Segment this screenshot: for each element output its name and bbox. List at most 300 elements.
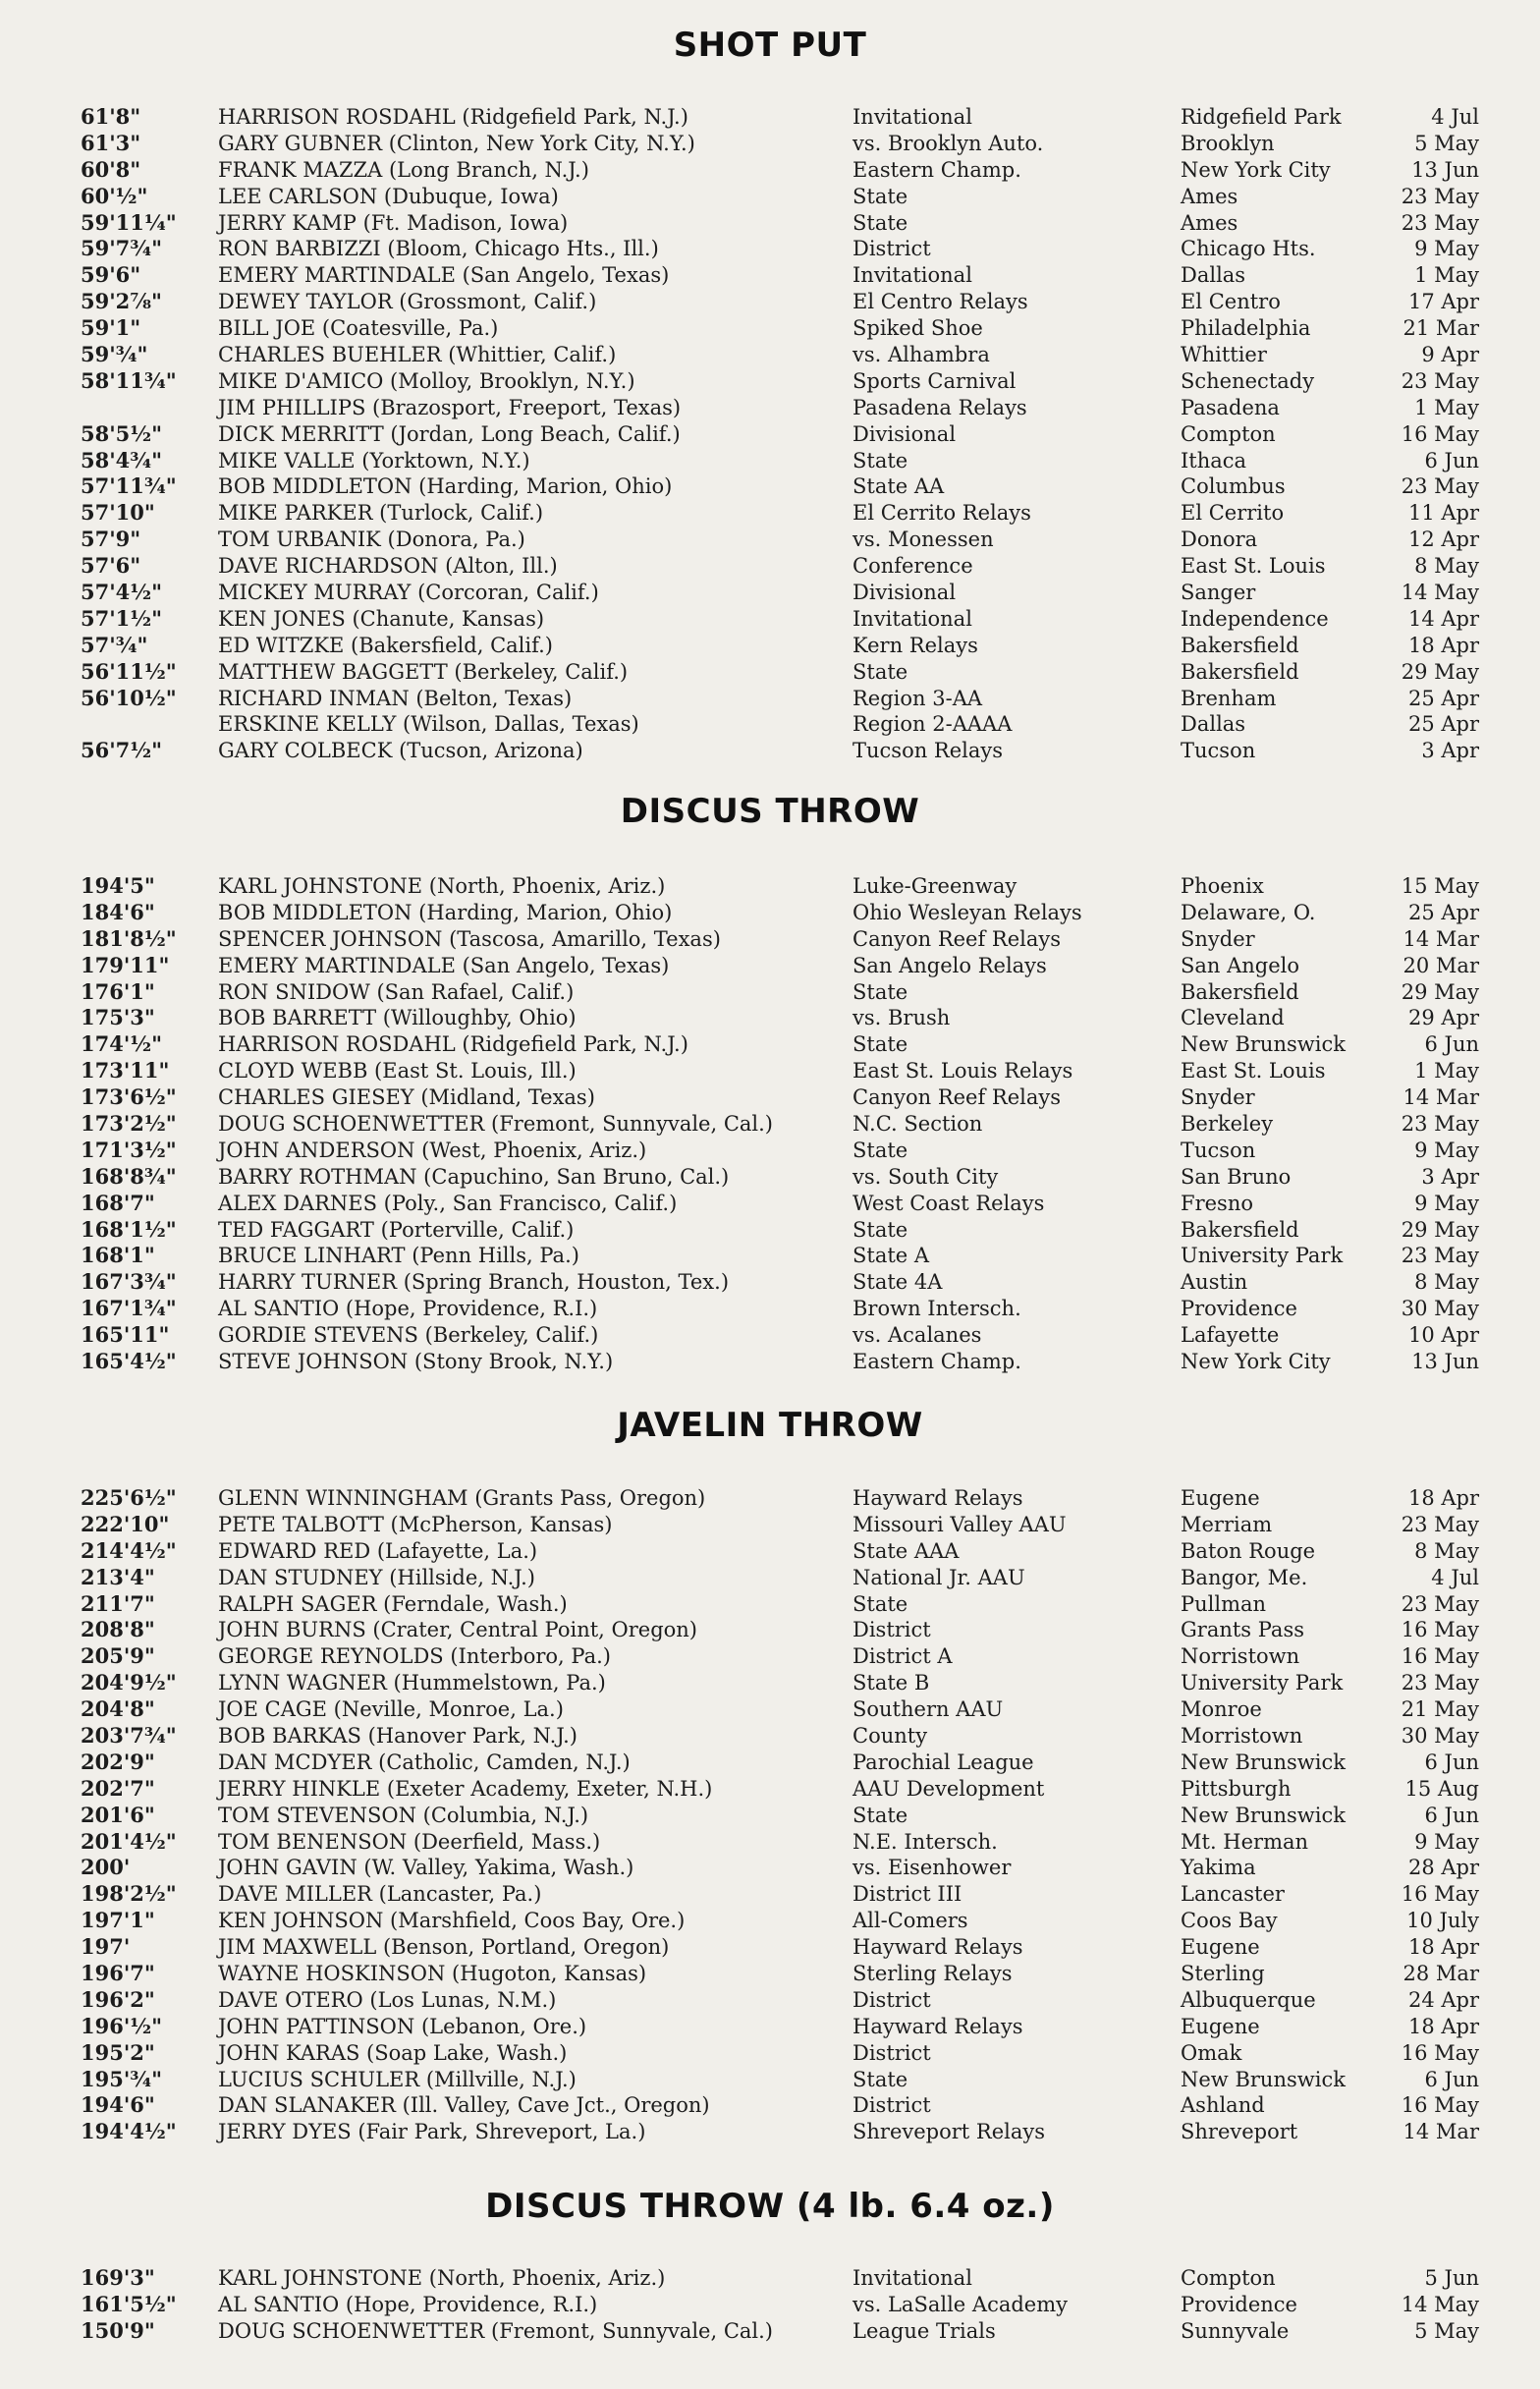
record-date: 9 May bbox=[1414, 1829, 1479, 1854]
record-athlete: TOM URBANIK (Donora, Pa.) bbox=[218, 528, 525, 552]
record-place: Pasadena bbox=[1181, 395, 1280, 419]
record-athlete: HARRY TURNER (Spring Branch, Houston, Tex.) bbox=[218, 1270, 730, 1295]
record-date: 30 May bbox=[1401, 1724, 1479, 1749]
record-date: 24 Apr bbox=[1407, 1987, 1479, 2012]
record-date: 4 Jul bbox=[1431, 1565, 1479, 1589]
record-mark: 59'11¼" bbox=[81, 209, 177, 235]
record-athlete: JERRY KAMP (Ft. Madison, Iowa) bbox=[218, 210, 569, 235]
record-date: 23 May bbox=[1401, 1244, 1479, 1268]
record-meet: State A bbox=[852, 1244, 930, 1268]
record-row bbox=[0, 1565, 1540, 1591]
record-athlete: RALPH SAGER (Ferndale, Wash.) bbox=[218, 1591, 568, 1616]
record-date: 16 May bbox=[1401, 2040, 1479, 2065]
record-date: 18 Apr bbox=[1407, 1935, 1479, 1960]
record-athlete: RON SNIDOW (San Rafael, Calif.) bbox=[218, 979, 575, 1004]
record-athlete: DOUG SCHOENWETTER (Fremont, Sunnyvale, Cal.) bbox=[218, 1112, 774, 1137]
record-date: 25 Apr bbox=[1407, 712, 1479, 737]
record-row bbox=[0, 1243, 1540, 1269]
record-athlete: JOHN ANDERSON (West, Phoenix, Ariz.) bbox=[218, 1138, 647, 1162]
record-athlete: RICHARD INMAN (Belton, Texas) bbox=[218, 686, 573, 710]
record-row bbox=[0, 1987, 1540, 2014]
record-row bbox=[0, 633, 1540, 659]
record-athlete: DAVE MILLER (Lancaster, Pa.) bbox=[218, 1882, 542, 1907]
record-mark: 203'7¾" bbox=[81, 1723, 177, 1749]
record-row bbox=[0, 711, 1540, 738]
record-athlete: FRANK MAZZA (Long Branch, N.J.) bbox=[218, 157, 589, 182]
record-date: 8 May bbox=[1414, 1538, 1479, 1563]
record-place: Ashland bbox=[1181, 2093, 1265, 2118]
record-row bbox=[0, 1591, 1540, 1618]
record-athlete: AL SANTIO (Hope, Providence, R.I.) bbox=[218, 2292, 598, 2316]
record-athlete: BOB MIDDLETON (Harding, Marion, Ohio) bbox=[218, 474, 673, 499]
record-date: 18 Apr bbox=[1407, 2014, 1479, 2038]
record-row bbox=[0, 2014, 1540, 2040]
record-meet: State B bbox=[852, 1671, 930, 1695]
record-row bbox=[0, 1296, 1540, 1322]
record-meet: Sports Carnival bbox=[852, 368, 1017, 393]
record-meet: State bbox=[852, 1138, 908, 1162]
record-athlete: LUCIUS SCHULER (Millville, N.J.) bbox=[218, 2067, 577, 2091]
record-athlete: CLOYD WEBB (East St. Louis, Ill.) bbox=[218, 1059, 577, 1083]
record-date: 10 July bbox=[1406, 1909, 1479, 1933]
record-place: Bakersfield bbox=[1181, 1217, 1299, 1242]
record-athlete: GLENN WINNINGHAM (Grants Pass, Oregon) bbox=[218, 1486, 706, 1510]
record-athlete: CHARLES BUEHLER (Whittier, Calif.) bbox=[218, 343, 617, 367]
record-date: 9 May bbox=[1414, 1191, 1479, 1215]
record-mark: 197'1" bbox=[81, 1908, 155, 1933]
record-meet: State bbox=[852, 448, 908, 472]
record-place: Pullman bbox=[1181, 1591, 1267, 1616]
record-meet: State bbox=[852, 1591, 908, 1616]
record-place: Sanger bbox=[1181, 581, 1256, 605]
record-date: 5 Jun bbox=[1424, 2266, 1479, 2290]
record-meet: Parochial League bbox=[852, 1750, 1034, 1774]
record-athlete: DAVE OTERO (Los Lunas, N.M.) bbox=[218, 1987, 557, 2012]
record-athlete: PETE TALBOTT (McPherson, Kansas) bbox=[218, 1512, 613, 1536]
record-date: 18 Apr bbox=[1407, 1486, 1479, 1510]
record-mark: 61'3" bbox=[81, 130, 141, 155]
record-meet: vs. South City bbox=[852, 1164, 999, 1189]
record-row bbox=[0, 395, 1540, 421]
record-date: 23 May bbox=[1401, 184, 1479, 208]
record-date: 6 Jun bbox=[1424, 1750, 1479, 1774]
record-date: 16 May bbox=[1401, 1618, 1479, 1642]
record-meet: Tucson Relays bbox=[852, 739, 1004, 763]
record-mark: 195'2" bbox=[81, 2039, 155, 2065]
record-athlete: KARL JOHNSTONE (North, Phoenix, Ariz.) bbox=[218, 2266, 666, 2290]
record-mark: 165'11" bbox=[81, 1322, 170, 1348]
record-row bbox=[0, 553, 1540, 580]
record-athlete: LYNN WAGNER (Hummelstown, Pa.) bbox=[218, 1671, 606, 1695]
section-title-discus-throw-light: DISCUS THROW (4 lb. 6.4 oz.) bbox=[485, 2187, 1055, 2226]
record-place: Sunnyvale bbox=[1181, 2318, 1290, 2343]
record-mark: 57'10" bbox=[81, 500, 155, 526]
record-meet: Sterling Relays bbox=[852, 1962, 1013, 1986]
record-row bbox=[0, 500, 1540, 527]
record-date: 6 Jun bbox=[1424, 1032, 1479, 1057]
record-mark: 211'7" bbox=[81, 1590, 155, 1616]
record-row bbox=[0, 926, 1540, 953]
record-meet: State 4A bbox=[852, 1270, 943, 1295]
record-meet: Pasadena Relays bbox=[852, 395, 1027, 419]
record-place: Fresno bbox=[1181, 1191, 1253, 1215]
record-mark: 194'6" bbox=[81, 2092, 155, 2118]
record-athlete: DOUG SCHOENWETTER (Fremont, Sunnyvale, Cal.) bbox=[218, 2318, 774, 2343]
record-date: 12 Apr bbox=[1407, 528, 1479, 552]
record-date: 16 May bbox=[1401, 1882, 1479, 1907]
record-meet: Eastern Champ. bbox=[852, 157, 1021, 182]
record-meet: Canyon Reef Relays bbox=[852, 926, 1062, 951]
record-meet: Region 3-AA bbox=[852, 686, 983, 710]
record-row bbox=[0, 262, 1540, 289]
record-meet: State bbox=[852, 2067, 908, 2091]
record-place: Independence bbox=[1181, 606, 1329, 631]
record-date: 15 May bbox=[1401, 874, 1479, 898]
record-date: 28 Apr bbox=[1407, 1856, 1479, 1880]
record-place: Philadelphia bbox=[1181, 316, 1311, 341]
record-mark: 59'1" bbox=[81, 315, 141, 341]
record-mark: 201'4½" bbox=[81, 1828, 177, 1854]
record-athlete: RON BARBIZZI (Bloom, Chicago Hts., Ill.) bbox=[218, 237, 659, 261]
record-meet: vs. Eisenhower bbox=[852, 1856, 1012, 1880]
record-place: New York City bbox=[1181, 157, 1331, 182]
record-date: 20 Mar bbox=[1402, 953, 1479, 977]
record-row bbox=[0, 210, 1540, 237]
record-date: 14 Mar bbox=[1402, 1085, 1479, 1110]
record-meet: Hayward Relays bbox=[852, 2014, 1023, 2038]
record-date: 16 May bbox=[1401, 421, 1479, 446]
record-place: Compton bbox=[1181, 421, 1276, 446]
record-row bbox=[0, 1670, 1540, 1696]
record-athlete: JOHN BURNS (Crater, Central Point, Oregon) bbox=[218, 1618, 697, 1642]
record-meet: All-Comers bbox=[852, 1909, 968, 1933]
record-row bbox=[0, 1617, 1540, 1643]
record-mark: 181'8½" bbox=[81, 925, 177, 951]
record-place: Dallas bbox=[1181, 263, 1246, 288]
record-athlete: BILL JOE (Coatesville, Pa.) bbox=[218, 316, 499, 341]
record-date: 11 Apr bbox=[1407, 501, 1479, 526]
record-row bbox=[0, 1164, 1540, 1191]
section-title-discus-throw: DISCUS THROW bbox=[620, 792, 920, 831]
record-mark: 161'5½" bbox=[81, 2291, 177, 2316]
record-row bbox=[0, 873, 1540, 900]
record-athlete: WAYNE HOSKINSON (Hugoton, Kansas) bbox=[218, 1962, 647, 1986]
record-mark: 58'11¾" bbox=[81, 367, 177, 393]
record-date: 10 Apr bbox=[1407, 1323, 1479, 1348]
record-mark: 167'3¾" bbox=[81, 1269, 177, 1295]
record-row bbox=[0, 2318, 1540, 2345]
record-date: 14 May bbox=[1401, 2292, 1479, 2316]
record-place: Schenectady bbox=[1181, 368, 1315, 393]
record-athlete: JOHN KARAS (Soap Lake, Wash.) bbox=[218, 2040, 568, 2065]
record-place: Brenham bbox=[1181, 686, 1277, 710]
record-athlete: DAVE RICHARDSON (Alton, Ill.) bbox=[218, 554, 558, 579]
record-meet: San Angelo Relays bbox=[852, 953, 1047, 977]
record-mark: 57'11¾" bbox=[81, 473, 177, 499]
record-place: Austin bbox=[1181, 1270, 1248, 1295]
record-place: Cleveland bbox=[1181, 1006, 1285, 1030]
record-date: 6 Jun bbox=[1424, 448, 1479, 472]
record-athlete: MATTHEW BAGGETT (Berkeley, Calif.) bbox=[218, 659, 629, 684]
record-mark: 200' bbox=[81, 1855, 131, 1880]
record-date: 15 Aug bbox=[1404, 1776, 1479, 1801]
record-date: 6 Jun bbox=[1424, 2067, 1479, 2091]
record-row bbox=[0, 580, 1540, 606]
record-mark: 201'6" bbox=[81, 1802, 155, 1827]
record-date: 16 May bbox=[1401, 1644, 1479, 1669]
record-meet: Divisional bbox=[852, 421, 957, 446]
record-row bbox=[0, 342, 1540, 368]
record-row bbox=[0, 686, 1540, 712]
record-date: 5 May bbox=[1414, 131, 1479, 155]
record-meet: vs. Brush bbox=[852, 1006, 951, 1030]
record-meet: District bbox=[852, 1618, 931, 1642]
record-athlete: CHARLES GIESEY (Midland, Texas) bbox=[218, 1085, 595, 1110]
record-mark: 204'9½" bbox=[81, 1670, 177, 1695]
section-title-javelin-throw: JAVELIN THROW bbox=[617, 1406, 923, 1445]
record-meet: vs. Brooklyn Auto. bbox=[852, 131, 1044, 155]
record-mark: 175'3" bbox=[81, 1005, 155, 1030]
record-meet: State AA bbox=[852, 474, 945, 499]
record-athlete: JOHN GAVIN (W. Valley, Yakima, Wash.) bbox=[218, 1856, 634, 1880]
record-place: University Park bbox=[1181, 1671, 1344, 1695]
record-date: 23 May bbox=[1401, 210, 1479, 235]
record-mark: 59'2⅞" bbox=[81, 289, 162, 314]
record-date: 23 May bbox=[1401, 1512, 1479, 1536]
record-row bbox=[0, 131, 1540, 157]
record-athlete: DEWEY TAYLOR (Grossmont, Calif.) bbox=[218, 290, 597, 314]
record-mark: 213'4" bbox=[81, 1564, 155, 1589]
record-date: 23 May bbox=[1401, 1591, 1479, 1616]
record-mark: 150'9" bbox=[81, 2317, 155, 2343]
record-date: 5 May bbox=[1414, 2318, 1479, 2343]
record-place: El Cerrito bbox=[1181, 501, 1285, 526]
record-mark: 194'5" bbox=[81, 873, 155, 898]
record-meet: Conference bbox=[852, 554, 973, 579]
record-athlete: DAN SLANAKER (Ill. Valley, Cave Jct., Oregon) bbox=[218, 2093, 710, 2118]
record-place: New York City bbox=[1181, 1350, 1331, 1374]
record-date: 16 May bbox=[1401, 2093, 1479, 2118]
record-meet: District bbox=[852, 237, 931, 261]
record-row bbox=[0, 1191, 1540, 1217]
record-athlete: MIKE D'AMICO (Molloy, Brooklyn, N.Y.) bbox=[218, 368, 635, 393]
record-mark: 174'½" bbox=[81, 1031, 163, 1057]
record-mark: 61'8" bbox=[81, 104, 141, 129]
record-date: 25 Apr bbox=[1407, 900, 1479, 924]
record-meet: Invitational bbox=[852, 2266, 972, 2290]
record-mark: 196'½" bbox=[81, 2013, 163, 2038]
record-place: Lafayette bbox=[1181, 1323, 1280, 1348]
record-place: East St. Louis bbox=[1181, 554, 1326, 579]
record-athlete: JOHN PATTINSON (Lebanon, Ore.) bbox=[218, 2014, 587, 2038]
record-place: Bakersfield bbox=[1181, 979, 1299, 1004]
record-meet: District bbox=[852, 1987, 931, 2012]
record-mark: 197' bbox=[81, 1934, 131, 1960]
record-place: Bakersfield bbox=[1181, 633, 1299, 657]
record-place: Dallas bbox=[1181, 712, 1246, 737]
record-mark: 168'1" bbox=[81, 1243, 155, 1268]
record-date: 14 Mar bbox=[1402, 2120, 1479, 2144]
record-row bbox=[0, 1005, 1540, 1031]
record-date: 21 May bbox=[1401, 1697, 1479, 1722]
record-athlete: AL SANTIO (Hope, Providence, R.I.) bbox=[218, 1297, 598, 1321]
record-date: 3 Apr bbox=[1421, 739, 1479, 763]
record-athlete: BOB BARRETT (Willoughby, Ohio) bbox=[218, 1006, 577, 1030]
record-mark: 56'10½" bbox=[81, 685, 177, 710]
record-row bbox=[0, 1485, 1540, 1512]
record-athlete: JIM MAXWELL (Benson, Portland, Oregon) bbox=[218, 1935, 670, 1960]
record-athlete: TED FAGGART (Porterville, Calif.) bbox=[218, 1217, 575, 1242]
record-row bbox=[0, 1908, 1540, 1934]
record-place: Phoenix bbox=[1181, 874, 1264, 898]
record-row bbox=[0, 1750, 1540, 1776]
record-mark: 202'7" bbox=[81, 1775, 155, 1801]
record-meet: Luke-Greenway bbox=[852, 874, 1018, 898]
shot-put-list bbox=[0, 104, 1540, 764]
record-athlete: GEORGE REYNOLDS (Interboro, Pa.) bbox=[218, 1644, 611, 1669]
record-meet: Invitational bbox=[852, 263, 972, 288]
record-date: 8 May bbox=[1414, 554, 1479, 579]
record-mark: 59'7¾" bbox=[81, 236, 163, 261]
record-place: Providence bbox=[1181, 2292, 1297, 2316]
record-meet: State bbox=[852, 659, 908, 684]
record-meet: vs. Acalanes bbox=[852, 1323, 982, 1348]
record-date: 23 May bbox=[1401, 1112, 1479, 1137]
record-place: Merriam bbox=[1181, 1512, 1273, 1536]
record-date: 17 Apr bbox=[1407, 290, 1479, 314]
record-meet: Hayward Relays bbox=[852, 1486, 1023, 1510]
record-meet: State bbox=[852, 1217, 908, 1242]
record-meet: vs. LaSalle Academy bbox=[852, 2292, 1068, 2316]
record-row bbox=[0, 900, 1540, 926]
record-meet: National Jr. AAU bbox=[852, 1565, 1025, 1589]
record-row bbox=[0, 421, 1540, 448]
record-mark: 57'1½" bbox=[81, 605, 163, 631]
record-place: East St. Louis bbox=[1181, 1059, 1326, 1083]
record-meet: Invitational bbox=[852, 606, 972, 631]
record-athlete: ED WITZKE (Bakersfield, Calif.) bbox=[218, 633, 553, 657]
record-athlete: GARY COLBECK (Tucson, Arizona) bbox=[218, 739, 583, 763]
record-date: 18 Apr bbox=[1407, 633, 1479, 657]
record-place: Yakima bbox=[1181, 1856, 1256, 1880]
record-date: 3 Apr bbox=[1421, 1164, 1479, 1189]
record-date: 13 Jun bbox=[1411, 1350, 1479, 1374]
record-place: Monroe bbox=[1181, 1697, 1262, 1722]
record-meet: State bbox=[852, 210, 908, 235]
record-row bbox=[0, 738, 1540, 764]
record-meet: State bbox=[852, 979, 908, 1004]
discus-throw-light-list bbox=[0, 2265, 1540, 2345]
record-row bbox=[0, 104, 1540, 131]
record-athlete: HARRISON ROSDAHL (Ridgefield Park, N.J.) bbox=[218, 105, 688, 129]
record-date: 29 May bbox=[1401, 1217, 1479, 1242]
record-mark: 171'3½" bbox=[81, 1137, 177, 1162]
record-meet: AAU Development bbox=[852, 1776, 1045, 1801]
record-athlete: STEVE JOHNSON (Stony Brook, N.Y.) bbox=[218, 1350, 614, 1374]
record-place: Donora bbox=[1181, 528, 1258, 552]
record-place: Morristown bbox=[1181, 1724, 1303, 1749]
record-date: 1 May bbox=[1414, 263, 1479, 288]
record-mark: 59'6" bbox=[81, 262, 141, 288]
record-row bbox=[0, 1934, 1540, 1961]
record-athlete: BOB MIDDLETON (Harding, Marion, Ohio) bbox=[218, 900, 673, 924]
record-row bbox=[0, 1538, 1540, 1565]
record-row bbox=[0, 1269, 1540, 1296]
record-row bbox=[0, 1829, 1540, 1856]
record-row bbox=[0, 979, 1540, 1006]
record-place: Eugene bbox=[1181, 1486, 1260, 1510]
record-meet: West Coast Relays bbox=[852, 1191, 1045, 1215]
record-row bbox=[0, 184, 1540, 210]
record-meet: Invitational bbox=[852, 105, 972, 129]
record-athlete: MIKE VALLE (Yorktown, N.Y.) bbox=[218, 448, 530, 472]
record-place: Snyder bbox=[1181, 1085, 1255, 1110]
record-mark: 59'¾" bbox=[81, 342, 148, 367]
record-meet: Eastern Champ. bbox=[852, 1350, 1021, 1374]
record-row bbox=[0, 2067, 1540, 2093]
record-mark: 60'½" bbox=[81, 183, 148, 208]
record-athlete: DAN MCDYER (Catholic, Camden, N.J.) bbox=[218, 1750, 631, 1774]
record-place: Delaware, O. bbox=[1181, 900, 1316, 924]
record-mark: 58'5½" bbox=[81, 420, 163, 446]
record-meet: District III bbox=[852, 1882, 962, 1907]
record-mark: 225'6½" bbox=[81, 1485, 177, 1510]
record-place: Mt. Herman bbox=[1181, 1829, 1309, 1854]
record-date: 1 May bbox=[1414, 1059, 1479, 1083]
record-meet: District A bbox=[852, 1644, 953, 1669]
record-meet: East St. Louis Relays bbox=[852, 1059, 1073, 1083]
record-place: Coos Bay bbox=[1181, 1909, 1278, 1933]
record-row bbox=[0, 1084, 1540, 1111]
record-place: Omak bbox=[1181, 2040, 1242, 2065]
record-row bbox=[0, 2292, 1540, 2318]
record-athlete: BRUCE LINHART (Penn Hills, Pa.) bbox=[218, 1244, 579, 1268]
record-date: 1 May bbox=[1414, 395, 1479, 419]
record-athlete: EDWARD RED (Lafayette, La.) bbox=[218, 1538, 538, 1563]
record-row bbox=[0, 659, 1540, 686]
record-row bbox=[0, 1138, 1540, 1164]
record-place: El Centro bbox=[1181, 290, 1281, 314]
record-date: 28 Mar bbox=[1402, 1962, 1479, 1986]
record-row bbox=[0, 157, 1540, 184]
record-row bbox=[0, 2265, 1540, 2292]
record-athlete: SPENCER JOHNSON (Tascosa, Amarillo, Texas) bbox=[218, 926, 721, 951]
record-mark: 56'11½" bbox=[81, 658, 177, 684]
record-athlete: MICKEY MURRAY (Corcoran, Calif.) bbox=[218, 581, 599, 605]
record-athlete: JIM PHILLIPS (Brazosport, Freeport, Texas) bbox=[218, 395, 682, 419]
record-athlete: KARL JOHNSTONE (North, Phoenix, Ariz.) bbox=[218, 874, 666, 898]
record-row bbox=[0, 2092, 1540, 2119]
record-place: Providence bbox=[1181, 1297, 1297, 1321]
record-date: 21 Mar bbox=[1402, 316, 1479, 341]
record-meet: Divisional bbox=[852, 581, 957, 605]
record-place: Berkeley bbox=[1181, 1112, 1274, 1137]
record-mark: 168'8¾" bbox=[81, 1163, 177, 1189]
record-mark: 167'1¾" bbox=[81, 1296, 177, 1321]
record-athlete: MIKE PARKER (Turlock, Calif.) bbox=[218, 501, 544, 526]
record-place: New Brunswick bbox=[1181, 1750, 1346, 1774]
record-meet: State bbox=[852, 184, 908, 208]
record-row bbox=[0, 606, 1540, 633]
record-place: Ridgefield Park bbox=[1181, 105, 1342, 129]
record-place: Albuquerque bbox=[1181, 1987, 1316, 2012]
record-place: Brooklyn bbox=[1181, 131, 1275, 155]
record-row bbox=[0, 2119, 1540, 2145]
record-athlete: JOE CAGE (Neville, Monroe, La.) bbox=[218, 1697, 564, 1722]
record-place: Norristown bbox=[1181, 1644, 1300, 1669]
record-date: 23 May bbox=[1401, 368, 1479, 393]
record-place: Pittsburgh bbox=[1181, 1776, 1292, 1801]
